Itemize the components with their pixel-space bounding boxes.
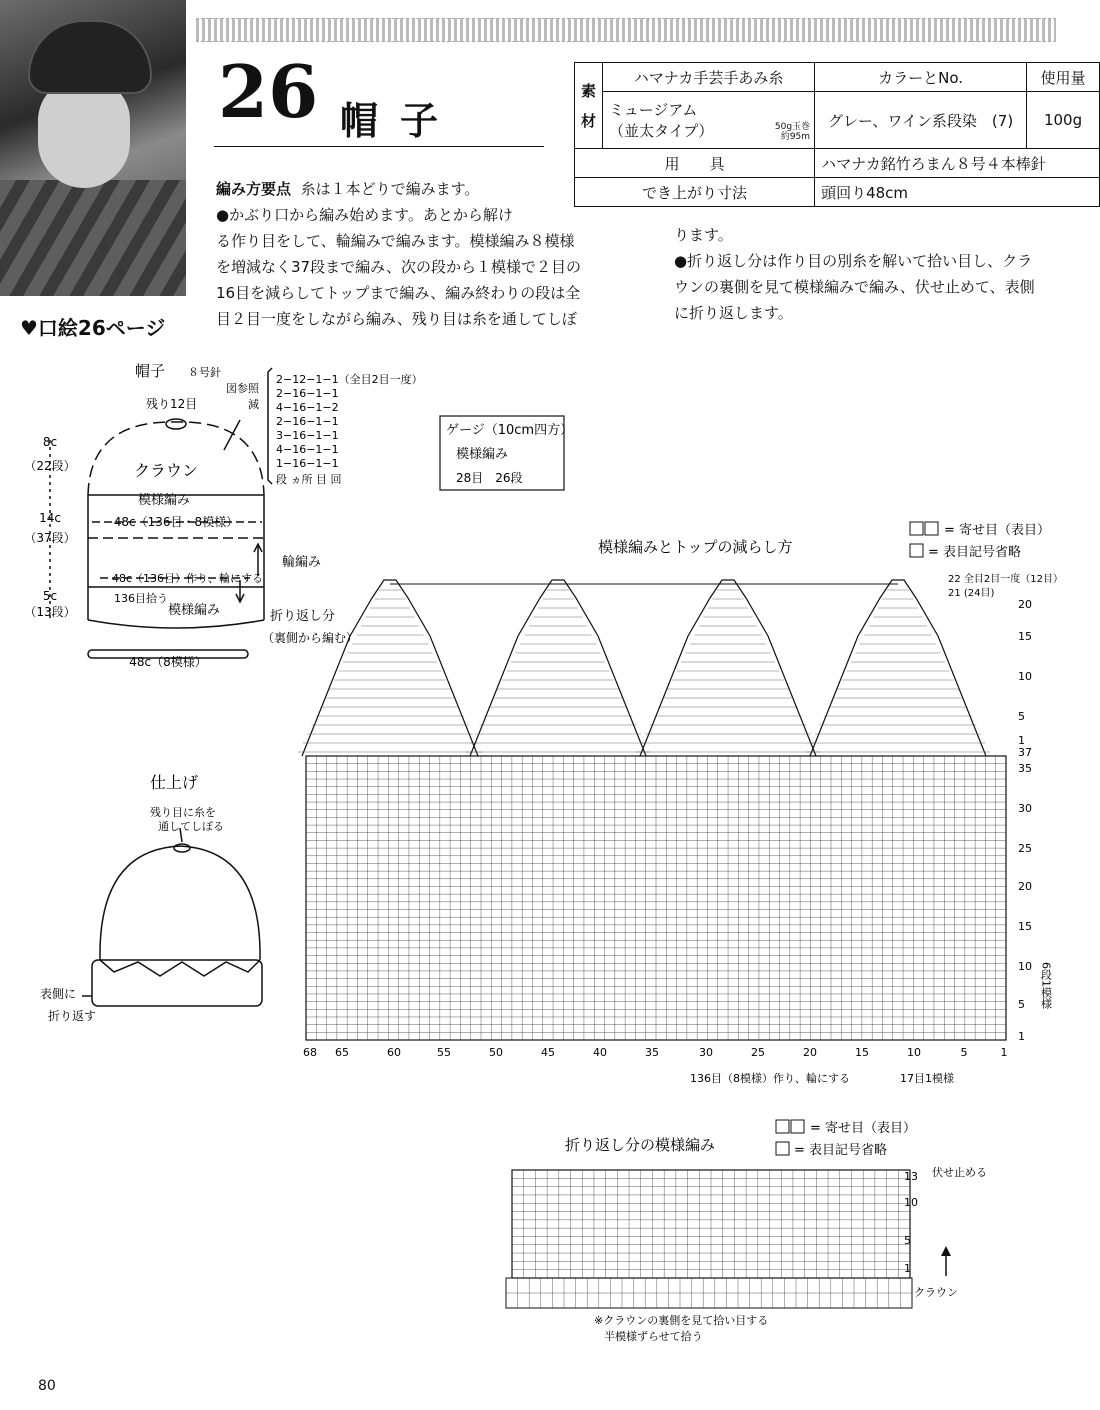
hat-remain: 残り12目 bbox=[146, 397, 198, 411]
legend-blank-icon bbox=[776, 1142, 789, 1155]
finish-fold2: 折り返す bbox=[48, 1009, 97, 1023]
legend-symbol-icon bbox=[791, 1120, 804, 1133]
chart-peak bbox=[302, 580, 478, 756]
x-label: 1 bbox=[1000, 1046, 1008, 1059]
row22-label: 22 全目2目一度（12目） bbox=[948, 574, 1063, 585]
tools-value: ハマナカ銘竹ろまん８号４本棒針 bbox=[815, 149, 1100, 178]
yarn-type: （並太タイプ） bbox=[609, 122, 714, 140]
row-label: 30 bbox=[1018, 802, 1032, 815]
hat-dec: 減 bbox=[248, 398, 259, 411]
finish-note2: 通してしぼる bbox=[158, 820, 224, 833]
row-label: 1 bbox=[1018, 734, 1025, 747]
instructions-line1: ●かぶり口から編み始めます。あとから解け bbox=[216, 206, 513, 224]
row-label: 1 bbox=[1018, 1030, 1025, 1043]
instructions-line2: る作り目をして、輪編みで編みます。模様編み８模様 bbox=[216, 232, 575, 250]
dec-row: 2−16−1−1 bbox=[276, 415, 339, 428]
page-number: 80 bbox=[38, 1378, 56, 1394]
bindoff-label: 伏せ止める bbox=[932, 1166, 987, 1179]
x-label: 20 bbox=[803, 1046, 817, 1059]
color-page-reference: ♥口絵26ページ bbox=[20, 316, 166, 340]
chart-peak bbox=[640, 580, 816, 756]
row-label: 5 bbox=[1018, 998, 1025, 1011]
hat-fold: 折り返し分 bbox=[270, 609, 336, 624]
row-label: 25 bbox=[1018, 842, 1032, 855]
hat-bottom: 48c（8模様） bbox=[129, 655, 207, 669]
pattern-number: 26 bbox=[218, 49, 319, 134]
row-label: 1 bbox=[904, 1262, 911, 1275]
row-label: 10 bbox=[1018, 960, 1032, 973]
chart-peak bbox=[470, 580, 646, 756]
tools-label: 用 具 bbox=[575, 149, 815, 178]
instructions-line3: を増減なく37段まで編み、次の段から１模様で２目の bbox=[216, 258, 581, 276]
yarn-col-header: ハマナカ手芸手あみ糸 bbox=[603, 63, 815, 92]
legend-symbol-icon bbox=[776, 1120, 789, 1133]
yarn-name: ミュージアム bbox=[609, 101, 698, 119]
hat-width: 48c（136目・8模様） bbox=[113, 515, 239, 529]
hat-pattern-label: 模様編み bbox=[138, 493, 191, 508]
finish-title: 仕上げ bbox=[150, 773, 199, 792]
instructions-heading: 編み方要点 bbox=[216, 180, 292, 198]
dec-row: 4−16−1−2 bbox=[276, 401, 339, 414]
row-label: 37 bbox=[1018, 746, 1032, 759]
x-label: 35 bbox=[645, 1046, 659, 1059]
finish-note1: 残り目に糸を bbox=[150, 806, 216, 819]
instructions-line7: ●折り返し分は作り目の別糸を解いて拾い目し、クラ bbox=[674, 252, 1033, 270]
row-label: 10 bbox=[1018, 670, 1032, 683]
pattern-label: 17目1模様 bbox=[900, 1072, 954, 1085]
size-value: 頭回り48cm bbox=[815, 178, 1100, 207]
dim-body: 14c bbox=[39, 511, 61, 525]
dec-row: 3−16−1−1 bbox=[276, 429, 339, 442]
dim-crown-rows: （22段） bbox=[24, 459, 76, 473]
fold-note1: ※クラウンの裏側を見て拾い目する bbox=[594, 1314, 769, 1327]
x-label: 40 bbox=[593, 1046, 607, 1059]
x-label: 10 bbox=[907, 1046, 921, 1059]
fold-note2: 半模様ずらせて拾う bbox=[604, 1330, 703, 1343]
legend-blank-icon bbox=[910, 544, 923, 557]
x-label: 25 bbox=[751, 1046, 765, 1059]
hat-pattern2: 模様編み bbox=[168, 603, 221, 618]
pattern-title: 帽子 bbox=[340, 98, 461, 143]
hat-schematic bbox=[50, 368, 272, 658]
hat-cast: 48c（136目）作り、輪にする bbox=[112, 572, 264, 585]
row-label: 5 bbox=[1018, 710, 1025, 723]
x-label: 30 bbox=[699, 1046, 713, 1059]
hat-needle: ８号針 bbox=[188, 366, 221, 379]
main-legend1: = 寄せ目（表目） bbox=[944, 523, 1051, 538]
x-label: 60 bbox=[387, 1046, 401, 1059]
main-legend2: = 表目記号省略 bbox=[928, 545, 1022, 560]
hat-pickup: 136目拾う bbox=[114, 592, 168, 605]
dec-row: 2−12−1−1（全目2目一度） bbox=[276, 373, 423, 386]
chart-peak bbox=[810, 580, 986, 756]
row-label: 35 bbox=[1018, 762, 1032, 775]
dim-crown: 8c bbox=[42, 435, 58, 449]
fold-crown: クラウン bbox=[914, 1286, 958, 1299]
hat-crown-label: クラウン bbox=[134, 461, 199, 480]
gauge-label: 模様編み bbox=[456, 447, 509, 462]
dec-row: 2−16−1−1 bbox=[276, 387, 339, 400]
yarn-spec: 50g玉巻 約95m bbox=[774, 122, 811, 142]
legend-symbol-icon bbox=[910, 522, 923, 535]
size-label: でき上がり寸法 bbox=[575, 178, 815, 207]
amount-value: 100g bbox=[1027, 92, 1100, 149]
color-col-header: カラーとNo. bbox=[815, 63, 1027, 92]
amount-col-header: 使用量 bbox=[1027, 63, 1100, 92]
row-label: 15 bbox=[1018, 630, 1032, 643]
x-label: 55 bbox=[437, 1046, 451, 1059]
row-label: 10 bbox=[904, 1196, 918, 1209]
instructions-line9: に折り返します。 bbox=[674, 304, 793, 322]
x-label: 65 bbox=[335, 1046, 349, 1059]
repeat-label: 6段1模様 bbox=[1039, 962, 1053, 1009]
fold-legend1: = 寄せ目（表目） bbox=[810, 1121, 917, 1136]
dec-row: 1−16−1−1 bbox=[276, 457, 339, 470]
main-row-labels bbox=[1018, 598, 1032, 1043]
gauge-title: ゲージ（10cm四方） bbox=[446, 423, 574, 438]
row-label: 5 bbox=[904, 1234, 911, 1247]
row-label: 20 bbox=[1018, 598, 1032, 611]
x-label: 15 bbox=[855, 1046, 869, 1059]
gauge-values: 28目 26段 bbox=[456, 471, 523, 485]
fold-legend2: = 表目記号省略 bbox=[794, 1143, 888, 1158]
instructions-line6: ります。 bbox=[674, 226, 733, 244]
fold-chart-grid bbox=[506, 1170, 912, 1308]
instructions-line8: ウンの裏側を見て模様編みで編み、伏せ止めて、表側 bbox=[674, 278, 1035, 296]
x-label: 50 bbox=[489, 1046, 503, 1059]
fold-row-labels bbox=[904, 1170, 918, 1275]
legend-symbol-icon bbox=[925, 522, 938, 535]
materials-label: 素材 bbox=[575, 63, 603, 149]
dim-fold: 5c bbox=[42, 589, 58, 603]
hat-dec-table bbox=[276, 372, 423, 486]
dec-header: 段 ヵ所 目 回 bbox=[276, 473, 342, 486]
hat-diagram-title: 帽子 bbox=[135, 362, 166, 380]
x-label: 5 bbox=[960, 1046, 968, 1059]
instructions-line0: 糸は１本どりで編みます。 bbox=[300, 180, 480, 198]
instructions-line5: 目２目一度をしながら編み、残り目は糸を通してしぼ bbox=[216, 310, 577, 328]
dim-body-rows: （37段） bbox=[24, 531, 76, 545]
cast-label: 136目（8模様）作り、輪にする bbox=[690, 1072, 850, 1085]
finish-drawing bbox=[82, 828, 262, 1006]
x-label: 68 bbox=[303, 1046, 317, 1059]
main-chart-grid bbox=[298, 580, 1006, 1040]
row21-label: 21 (24目) bbox=[948, 588, 995, 599]
row-label: 15 bbox=[1018, 920, 1032, 933]
dim-fold-rows: （13段） bbox=[24, 605, 76, 619]
row-label: 13 bbox=[904, 1170, 918, 1183]
hat-see-fig: 図参照 bbox=[226, 382, 259, 395]
main-x-labels bbox=[303, 1046, 1008, 1059]
finish-fold1: 表側に bbox=[40, 987, 77, 1001]
hat-round: 輪編み bbox=[282, 555, 322, 570]
row-label: 20 bbox=[1018, 880, 1032, 893]
fold-arrow-head-icon bbox=[941, 1246, 951, 1256]
main-chart-title: 模様編みとトップの減らし方 bbox=[598, 538, 793, 556]
fold-chart-title: 折り返し分の模様編み bbox=[565, 1136, 716, 1154]
hat-fold-sub: （裏側から編む） bbox=[262, 631, 359, 645]
instructions-line4: 16目を減らしてトップまで編み、編み終わりの段は全 bbox=[216, 284, 581, 302]
x-label: 45 bbox=[541, 1046, 555, 1059]
color-value: グレー、ワイン系段染 (7) bbox=[815, 92, 1027, 149]
dec-row: 4−16−1−1 bbox=[276, 443, 339, 456]
